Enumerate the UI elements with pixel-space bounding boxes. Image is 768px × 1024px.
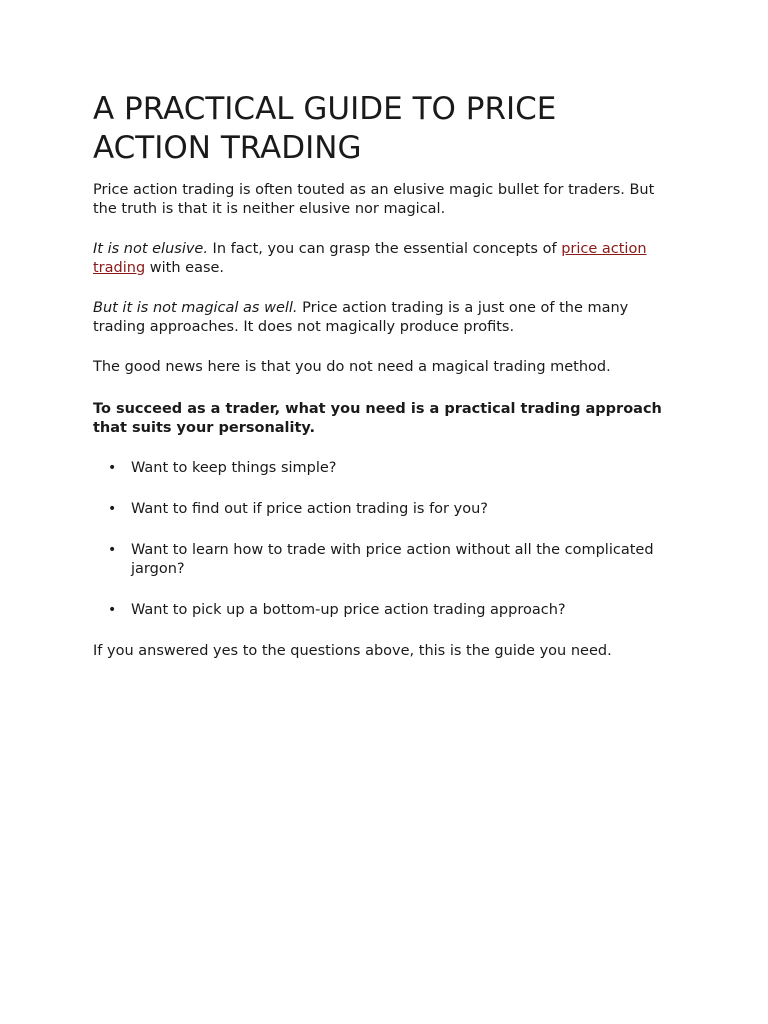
closing-paragraph: If you answered yes to the questions above, this is the guide you need. xyxy=(93,643,612,659)
question-list xyxy=(93,459,678,642)
intro-paragraph: Price action trading is often touted as an elusive magic bullet for traders. But the truth is that it is neither elusive nor magical. xyxy=(93,182,655,217)
list-item-text: Want to find out if price action trading is for you? xyxy=(131,501,488,517)
not-elusive-text: In fact, you can grasp the essential concepts of xyxy=(207,241,562,257)
list-item xyxy=(93,541,678,578)
not-elusive-lead: It is not elusive. xyxy=(93,241,208,257)
list-item-text: Want to keep things simple? xyxy=(131,460,337,476)
not-magical-paragraph xyxy=(93,299,678,336)
list-item-text: Want to learn how to trade with price action without all the complicated jargon? xyxy=(131,542,654,577)
bullet-icon: • xyxy=(108,460,117,476)
bullet-icon: • xyxy=(108,601,117,618)
bullet-icon: • xyxy=(108,542,117,558)
price-action-trading-link[interactable]: price action trading xyxy=(93,241,647,276)
list-item-text: Want to pick up a bottom-up price action trading approach? xyxy=(131,601,566,618)
bullet-icon: • xyxy=(108,501,117,517)
list-item xyxy=(93,459,678,478)
page-title: A PRACTICAL GUIDE TO PRICE ACTION TRADING xyxy=(93,91,557,166)
list-item xyxy=(93,601,678,620)
not-elusive-paragraph xyxy=(93,240,678,277)
not-magical-lead: But it is not magical as well. xyxy=(93,300,298,316)
list-item xyxy=(93,500,678,519)
not-magical-text: Price action trading is a just one of the many trading approaches. It does not magically produce profits. xyxy=(93,300,629,335)
not-elusive-text-end: with ease. xyxy=(145,259,225,276)
bold-statement: To succeed as a trader, what you need is a practical trading approach that suits your personality. xyxy=(93,401,662,436)
good-news-paragraph: The good news here is that you do not need a magical trading method. xyxy=(93,359,611,375)
